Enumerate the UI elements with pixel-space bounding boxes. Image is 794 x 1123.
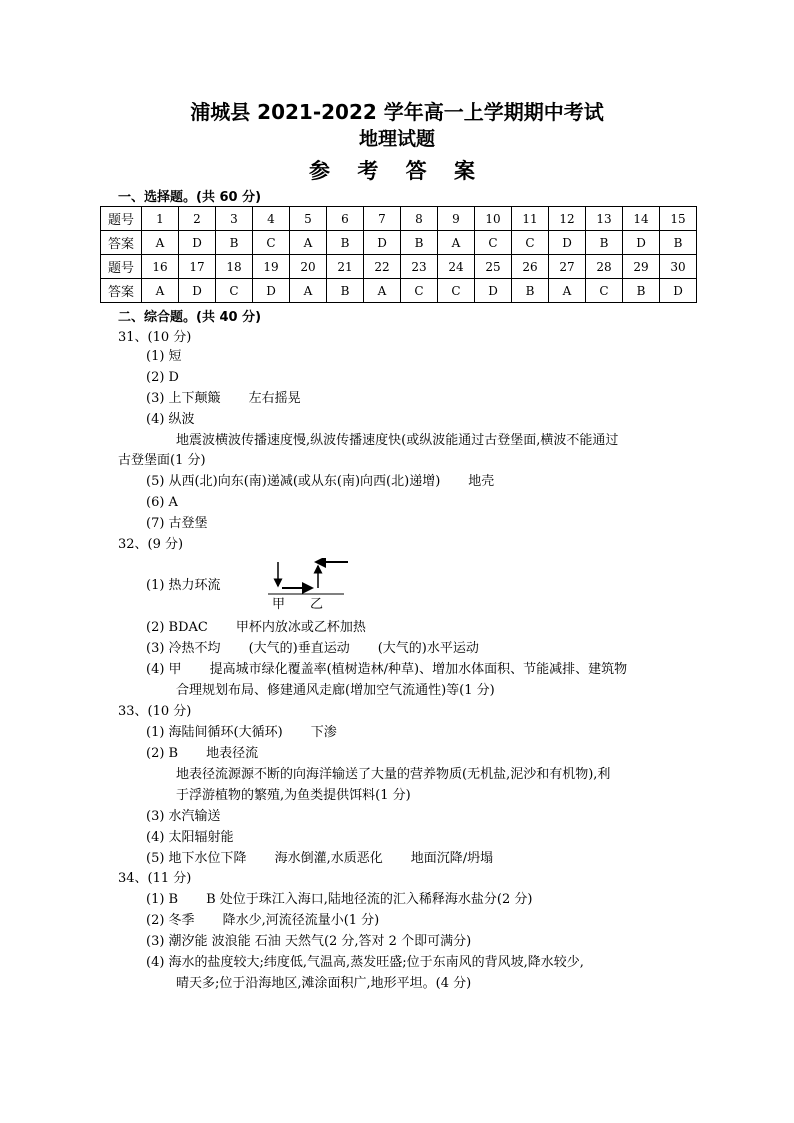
table-cell: 23 <box>401 255 438 279</box>
q31-answer-4-detail-cont: 古登堡面(1 分) <box>118 453 206 468</box>
q34-heading: 34、(11 分) <box>118 871 192 886</box>
table-cell: A <box>549 279 586 303</box>
table-cell: 5 <box>290 207 327 231</box>
q34-answer-3: (3) 潮汐能 波浪能 石油 天然气(2 分,答对 2 个即可满分) <box>146 934 472 949</box>
q32-answer-2b: 甲杯内放冰或乙杯加热 <box>235 620 366 635</box>
q31-heading: 31、(10 分) <box>118 330 192 345</box>
table-cell: 1 <box>142 207 179 231</box>
table-cell: D <box>179 279 216 303</box>
table-cell: A <box>142 231 179 255</box>
q33-answer-5 <box>146 851 493 867</box>
q31-answer-7: (7) 古登堡 <box>146 516 208 531</box>
q31-answer-4-detail: 地震波横波传播速度慢,纵波传播速度快(或纵波能通过古登堡面,横波不能通过 <box>176 433 619 448</box>
q32-answer-4a: (4) 甲 <box>146 662 182 677</box>
table-row <box>101 255 697 279</box>
table-cell: D <box>549 231 586 255</box>
table-cell: B <box>401 231 438 255</box>
q31-answer-5a: (5) 从西(北)向东(南)递减(或从东(南)向西(北)递增) <box>146 474 441 489</box>
q33-answer-1a: (1) 海陆间循环(大循环) <box>146 725 283 740</box>
table-cell: 4 <box>253 207 290 231</box>
table-cell: 24 <box>438 255 475 279</box>
answer-table <box>100 206 697 303</box>
table-cell: 2 <box>179 207 216 231</box>
section-choice-heading: 一、选择题。(共 60 分) <box>118 190 262 205</box>
table-cell: 22 <box>364 255 401 279</box>
q31-answer-2: (2) D <box>146 370 179 385</box>
table-cell: B <box>327 279 364 303</box>
table-cell: A <box>290 279 327 303</box>
table-cell: 6 <box>327 207 364 231</box>
q31-answer-5b: 地壳 <box>468 474 495 489</box>
table-cell: C <box>586 279 623 303</box>
table-cell: D <box>364 231 401 255</box>
table-cell: 26 <box>512 255 549 279</box>
q34-answer-2 <box>146 913 379 929</box>
table-cell: B <box>586 231 623 255</box>
table-cell: A <box>438 231 475 255</box>
table-cell: D <box>253 279 290 303</box>
q34-answer-1a: (1) B <box>146 892 179 907</box>
table-cell: 18 <box>216 255 253 279</box>
table-cell: B <box>660 231 697 255</box>
subject-title: 地理试题 <box>358 128 435 150</box>
q33-answer-5a: (5) 地下水位下降 <box>146 851 247 866</box>
q32-answer-2a: (2) BDAC <box>146 620 208 635</box>
q32-answer-1: (1) 热力环流 <box>146 578 221 593</box>
table-cell: B <box>623 279 660 303</box>
q34-answer-4-cont: 晴天多;位于沿海地区,滩涂面积广,地形平坦。(4 分) <box>176 976 472 991</box>
table-cell: C <box>438 279 475 303</box>
table-cell: C <box>401 279 438 303</box>
table-cell: 14 <box>623 207 660 231</box>
q32-answer-3b: (大气的)垂直运动 <box>248 641 350 656</box>
table-cell: 30 <box>660 255 697 279</box>
table-cell: 25 <box>475 255 512 279</box>
q32-answer-3c: (大气的)水平运动 <box>377 641 479 656</box>
q33-answer-1b: 下渗 <box>310 725 337 740</box>
table-row <box>101 207 697 231</box>
table-cell: B <box>216 231 253 255</box>
q34-answer-2a: (2) 冬季 <box>146 913 195 928</box>
q33-answer-5b: 海水倒灌,水质恶化 <box>274 851 383 866</box>
q33-answer-2a: (2) B <box>146 746 179 761</box>
table-cell: C <box>253 231 290 255</box>
table-cell: D <box>475 279 512 303</box>
q33-answer-1 <box>146 725 337 741</box>
q31-answer-1: (1) 短 <box>146 349 182 364</box>
section-composite-heading: 二、综合题。(共 40 分) <box>118 310 262 325</box>
table-cell: 13 <box>586 207 623 231</box>
table-cell: 16 <box>142 255 179 279</box>
table-cell: 17 <box>179 255 216 279</box>
q31-answer-3b: 左右摇晃 <box>248 391 301 406</box>
table-row <box>101 279 697 303</box>
table-cell: C <box>216 279 253 303</box>
q32-answer-4 <box>146 662 627 678</box>
q33-answer-3: (3) 水汽输送 <box>146 809 221 824</box>
table-cell: 11 <box>512 207 549 231</box>
table-row <box>101 231 697 255</box>
q32-heading: 32、(9 分) <box>118 537 184 552</box>
q34-answer-1b: B 处位于珠江入海口,陆地径流的汇入稀释海水盐分(2 分) <box>206 892 533 907</box>
table-cell: A <box>364 279 401 303</box>
q31-answer-5 <box>146 474 494 490</box>
diagram-label-jia: 甲 <box>272 597 286 612</box>
q34-answer-1 <box>146 892 532 908</box>
q33-answer-5c: 地面沉降/坍塌 <box>410 851 494 866</box>
diagram-label-yi: 乙 <box>310 597 324 612</box>
row-label: 答案 <box>101 279 142 303</box>
table-cell: 10 <box>475 207 512 231</box>
table-cell: 8 <box>401 207 438 231</box>
row-label: 题号 <box>101 255 142 279</box>
q32-answer-4b: 提高城市绿化覆盖率(植树造林/种草)、增加水体面积、节能减排、建筑物 <box>209 662 628 677</box>
q32-answer-4-cont: 合理规划布局、修建通风走廊(增加空气流通性)等(1 分) <box>176 683 495 698</box>
table-cell: 12 <box>549 207 586 231</box>
table-cell: B <box>512 279 549 303</box>
exam-title: 浦城县 2021-2022 学年高一上学期期中考试 <box>190 100 604 124</box>
q32-answer-2 <box>146 620 366 636</box>
table-cell: 20 <box>290 255 327 279</box>
q34-answer-4: (4) 海水的盐度较大;纬度低,气温高,蒸发旺盛;位于东南风的背风坡,降水较少, <box>146 955 584 970</box>
q31-answer-3a: (3) 上下颠簸 <box>146 391 221 406</box>
q33-answer-2-detail: 地表径流源源不断的向海洋输送了大量的营养物质(无机盐,泥沙和有机物),利 <box>176 767 611 782</box>
table-cell: 19 <box>253 255 290 279</box>
q33-answer-2 <box>146 746 258 762</box>
table-cell: 21 <box>327 255 364 279</box>
table-cell: D <box>179 231 216 255</box>
table-cell: D <box>623 231 660 255</box>
table-cell: 15 <box>660 207 697 231</box>
table-cell: D <box>660 279 697 303</box>
q32-answer-3 <box>146 641 479 657</box>
table-cell: C <box>475 231 512 255</box>
q33-answer-2-detail-cont: 于浮游植物的繁殖,为鱼类提供饵料(1 分) <box>176 788 411 803</box>
table-cell: 7 <box>364 207 401 231</box>
q31-answer-4: (4) 纵波 <box>146 412 195 427</box>
q31-answer-3 <box>146 391 301 407</box>
q31-answer-6: (6) A <box>146 495 178 510</box>
table-cell: A <box>290 231 327 255</box>
table-cell: 3 <box>216 207 253 231</box>
q34-answer-2b: 降水少,河流径流量小(1 分) <box>222 913 380 928</box>
table-cell: C <box>512 231 549 255</box>
row-label: 答案 <box>101 231 142 255</box>
table-cell: 27 <box>549 255 586 279</box>
row-label: 题号 <box>101 207 142 231</box>
q33-answer-2b: 地表径流 <box>206 746 259 761</box>
table-cell: 29 <box>623 255 660 279</box>
table-cell: 28 <box>586 255 623 279</box>
q33-answer-4: (4) 太阳辐射能 <box>146 830 234 845</box>
table-cell: A <box>142 279 179 303</box>
answer-key-title: 参 考 答 案 <box>309 159 485 183</box>
table-cell: B <box>327 231 364 255</box>
table-cell: 9 <box>438 207 475 231</box>
q33-heading: 33、(10 分) <box>118 704 192 719</box>
q32-answer-3a: (3) 冷热不均 <box>146 641 221 656</box>
